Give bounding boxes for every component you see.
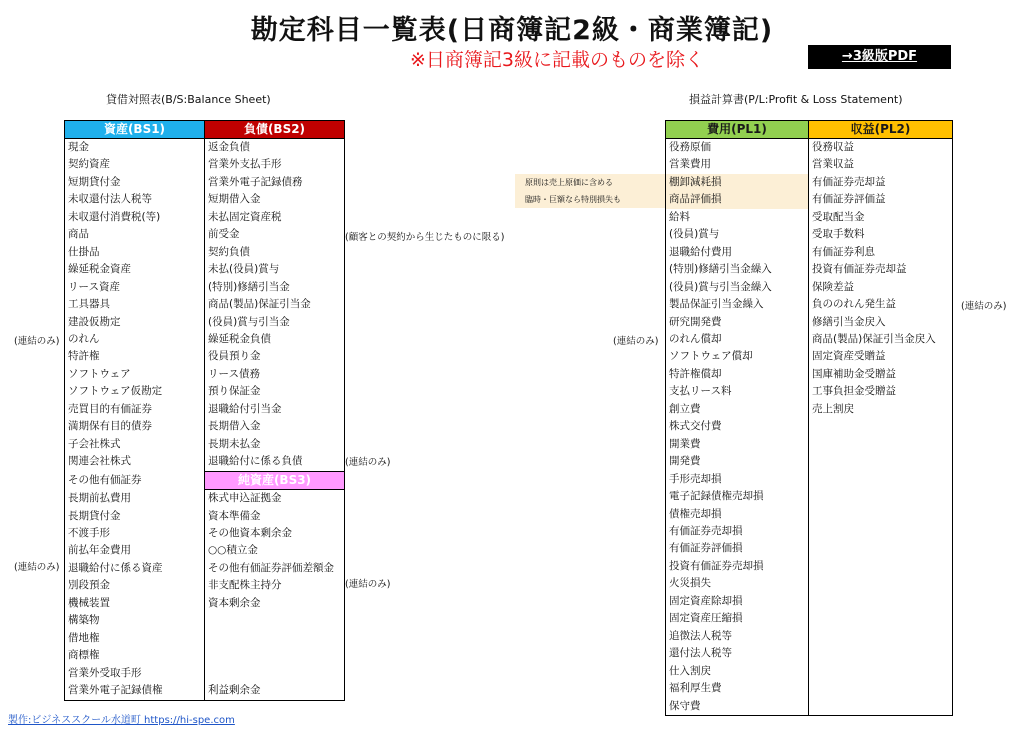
footer-credit-link[interactable]: 製作:ビジネススクール水道町 https://hi-spe.com [8,715,235,726]
asset-account: 長期前払費用 [65,490,205,508]
expense-account: 商品評価損 [666,191,809,208]
table-row [666,261,953,278]
table-row [65,612,345,629]
asset-account: ソフトウェア仮勘定 [65,383,205,400]
expense-account: 棚卸減耗損 [666,174,809,191]
expense-account: 固定資産除却損 [666,593,809,610]
table-row [666,663,953,680]
asset-account: 未収還付法人税等 [65,191,205,208]
table-row [666,209,953,226]
liability-account: 営業外電子記録債務 [205,174,345,191]
asset-account: 短期貸付金 [65,174,205,191]
revenue-account: 売上割戻 [809,401,953,418]
table-row [666,401,953,418]
table-row [666,314,953,331]
equity-account: ○○積立金 [205,542,345,559]
asset-account: 商品 [65,226,205,243]
revenue-account: 受取手数料 [809,226,953,243]
asset-account: 別段預金 [65,577,205,594]
asset-account: 満期保有目的債券 [65,418,205,435]
equity-account: 資本準備金 [205,508,345,525]
table-row [65,191,345,208]
table-row [666,139,953,157]
cogs-note: 原則は売上原価に含める [515,174,665,191]
equity-account: その他有価証券評価差額金 [205,560,345,577]
consolidated-note-minority: (連結のみ) [345,579,391,590]
liability-account: 退職給付に係る負債 [205,453,345,471]
table-row [666,174,953,191]
liability-account: 未払(役員)賞与 [205,261,345,278]
empty-cell [809,610,953,627]
table-row [666,418,953,435]
table-row [666,348,953,365]
expense-account: 投資有価証券売却損 [666,558,809,575]
table-row [666,593,953,610]
empty-cell [809,575,953,592]
special-loss-note: 臨時・巨額なら特別損失も [515,191,665,208]
liability-account: (役員)賞与引当金 [205,314,345,331]
liability-account: 退職給付引当金 [205,401,345,418]
asset-account: 現金 [65,139,205,157]
asset-account: 営業外電子記録債権 [65,682,205,700]
table-row [666,244,953,261]
expense-account: のれん償却 [666,331,809,348]
empty-cell [205,630,345,647]
liability-account: 繰延税金負債 [205,331,345,348]
table-row [65,560,345,577]
expenses-header: 費用(PL1) [666,121,809,139]
equity-account: 株式申込証拠金 [205,490,345,508]
expense-account: 電子記録債権売却損 [666,488,809,505]
expense-account: 退職給付費用 [666,244,809,261]
revenue-account: 固定資産受贈益 [809,348,953,365]
empty-cell [809,628,953,645]
expense-account: 製品保証引当金繰入 [666,296,809,313]
expense-account: 創立費 [666,401,809,418]
liabilities-header: 負債(BS2) [205,121,345,139]
table-row [666,558,953,575]
asset-account: のれん [65,331,205,348]
consolidated-note-retirement-asset: (連結のみ) [14,562,60,573]
asset-account: その他有価証券 [65,471,205,489]
empty-cell [809,453,953,470]
table-row [666,680,953,697]
empty-cell [205,647,345,664]
revenue-account: 受取配当金 [809,209,953,226]
empty-cell [809,698,953,716]
empty-cell [809,558,953,575]
expense-account: (特別)修繕引当金繰入 [666,261,809,278]
expense-account: 有価証券売却損 [666,523,809,540]
table-row [65,261,345,278]
expense-account: 役務原価 [666,139,809,157]
revenue-account: 投資有価証券売却益 [809,261,953,278]
table-row [65,595,345,612]
table-row [65,209,345,226]
asset-account: 未収還付消費税(等) [65,209,205,226]
level3-pdf-link[interactable]: →3級版PDF [808,45,951,69]
page-subtitle: ※日商簿記3級に記載のものを除く [410,49,705,71]
table-row [65,174,345,191]
table-row [65,366,345,383]
asset-account: 特許権 [65,348,205,365]
table-row [65,296,345,313]
empty-cell [205,665,345,682]
table-row [65,418,345,435]
revenue-account: 有価証券利息 [809,244,953,261]
asset-account: 契約資産 [65,156,205,173]
table-row [65,665,345,682]
asset-account: ソフトウェア [65,366,205,383]
asset-account: 退職給付に係る資産 [65,560,205,577]
table-row [65,279,345,296]
asset-account: 前払年金費用 [65,542,205,559]
liability-account: 役員預り金 [205,348,345,365]
table-row [65,471,345,489]
revenue-account: 国庫補助金受贈益 [809,366,953,383]
revenue-account: 商品(製品)保証引当金戻入 [809,331,953,348]
asset-account: 子会社株式 [65,436,205,453]
liability-account: 営業外支払手形 [205,156,345,173]
consolidated-note-goodwill: (連結のみ) [14,336,60,347]
expense-account: 固定資産圧縮損 [666,610,809,627]
table-row [65,314,345,331]
empty-cell [809,418,953,435]
liability-account: 返金負債 [205,139,345,157]
table-row [666,191,953,208]
expense-account: 保守費 [666,698,809,716]
empty-cell [809,488,953,505]
asset-account: 関連会社株式 [65,453,205,471]
expense-account: 特許権償却 [666,366,809,383]
expense-account: 株式交付費 [666,418,809,435]
expense-account: ソフトウェア償却 [666,348,809,365]
asset-account: 商標権 [65,647,205,664]
equity-account: 利益剰余金 [205,682,345,700]
table-row [65,630,345,647]
table-row [65,490,345,508]
table-row [65,156,345,173]
expense-account: 有価証券評価損 [666,540,809,557]
table-row [65,348,345,365]
table-row [65,508,345,525]
balance-sheet-title: 貸借対照表(B/S:Balance Sheet) [106,93,271,106]
expense-account: 仕入割戻 [666,663,809,680]
table-row [666,575,953,592]
liability-account: 長期借入金 [205,418,345,435]
table-row [666,523,953,540]
liability-account: リース債務 [205,366,345,383]
table-row [65,453,345,471]
consolidated-note-negative-goodwill: (連結のみ) [961,301,1007,312]
empty-cell [809,471,953,488]
consolidated-note-retirement-liability: (連結のみ) [345,457,391,468]
table-row [65,401,345,418]
table-row [666,610,953,627]
table-row [666,488,953,505]
asset-account: 工具器具 [65,296,205,313]
empty-cell [809,523,953,540]
asset-account: 売買目的有価証券 [65,401,205,418]
table-row [65,647,345,664]
table-row [666,471,953,488]
asset-account: 機械装置 [65,595,205,612]
empty-cell [809,540,953,557]
empty-cell [809,506,953,523]
table-row [666,540,953,557]
revenue-account: 負ののれん発生益 [809,296,953,313]
expense-account: 火災損失 [666,575,809,592]
table-row [666,453,953,470]
asset-account: 長期貸付金 [65,508,205,525]
empty-cell [809,436,953,453]
table-row [666,383,953,400]
liability-account: (特別)修繕引当金 [205,279,345,296]
liability-account: 前受金 [205,226,345,243]
empty-cell [809,645,953,662]
empty-cell [809,593,953,610]
table-row [65,244,345,261]
equity-header: 純資産(BS3) [205,471,345,489]
advance-received-note: (顧客との契約から生じたものに限る) [345,232,505,243]
table-row [65,577,345,594]
page-title: 勘定科目一覧表(日商簿記2級・商業簿記) [250,15,774,46]
expense-account: 営業費用 [666,156,809,173]
expense-account: 支払リース料 [666,383,809,400]
table-row [65,682,345,700]
asset-account: 仕掛品 [65,244,205,261]
empty-cell [809,680,953,697]
expense-account: 研究開発費 [666,314,809,331]
table-row [65,331,345,348]
revenue-account: 保険差益 [809,279,953,296]
table-row [666,296,953,313]
revenue-account: 修繕引当金戻入 [809,314,953,331]
asset-account: 繰延税金資産 [65,261,205,278]
asset-account: 借地権 [65,630,205,647]
expense-account: 追徴法人税等 [666,628,809,645]
equity-account: 非支配株主持分 [205,577,345,594]
revenues-header: 収益(PL2) [809,121,953,139]
assets-header: 資産(BS1) [65,121,205,139]
expense-account: 還付法人税等 [666,645,809,662]
asset-account: 構築物 [65,612,205,629]
asset-account: 営業外受取手形 [65,665,205,682]
expense-account: 福利厚生費 [666,680,809,697]
liability-account: 商品(製品)保証引当金 [205,296,345,313]
table-row [65,525,345,542]
consolidated-note-goodwill-amortization: (連結のみ) [613,336,659,347]
table-row [666,698,953,716]
table-row [666,156,953,173]
asset-account: リース資産 [65,279,205,296]
liability-account: 預り保証金 [205,383,345,400]
asset-account: 建設仮勘定 [65,314,205,331]
income-statement-table [665,120,953,716]
table-row [65,436,345,453]
table-row [65,542,345,559]
equity-account: 資本剰余金 [205,595,345,612]
table-row [65,383,345,400]
liability-account: 未払固定資産税 [205,209,345,226]
asset-account: 不渡手形 [65,525,205,542]
liability-account: 短期借入金 [205,191,345,208]
empty-cell [205,612,345,629]
expense-account: 給料 [666,209,809,226]
table-row [666,279,953,296]
expense-account: 債権売却損 [666,506,809,523]
revenue-account: 工事負担金受贈益 [809,383,953,400]
empty-cell [809,663,953,680]
expense-account: (役員)賞与 [666,226,809,243]
expense-account: 開業費 [666,436,809,453]
revenue-account: 有価証券評価益 [809,191,953,208]
income-statement-title: 損益計算書(P/L:Profit & Loss Statement) [689,93,903,106]
expense-account: (役員)賞与引当金繰入 [666,279,809,296]
expense-account: 手形売却損 [666,471,809,488]
equity-account: その他資本剰余金 [205,525,345,542]
revenue-account: 営業収益 [809,156,953,173]
table-row [666,226,953,243]
table-row [666,366,953,383]
liability-account: 長期未払金 [205,436,345,453]
table-row [666,436,953,453]
table-row [666,628,953,645]
table-row [65,139,345,157]
table-row [666,645,953,662]
expense-account: 開発費 [666,453,809,470]
revenue-account: 有価証券売却益 [809,174,953,191]
table-row [65,226,345,243]
table-row [666,506,953,523]
revenue-account: 役務収益 [809,139,953,157]
table-row [666,331,953,348]
liability-account: 契約負債 [205,244,345,261]
balance-sheet-table [64,120,345,701]
